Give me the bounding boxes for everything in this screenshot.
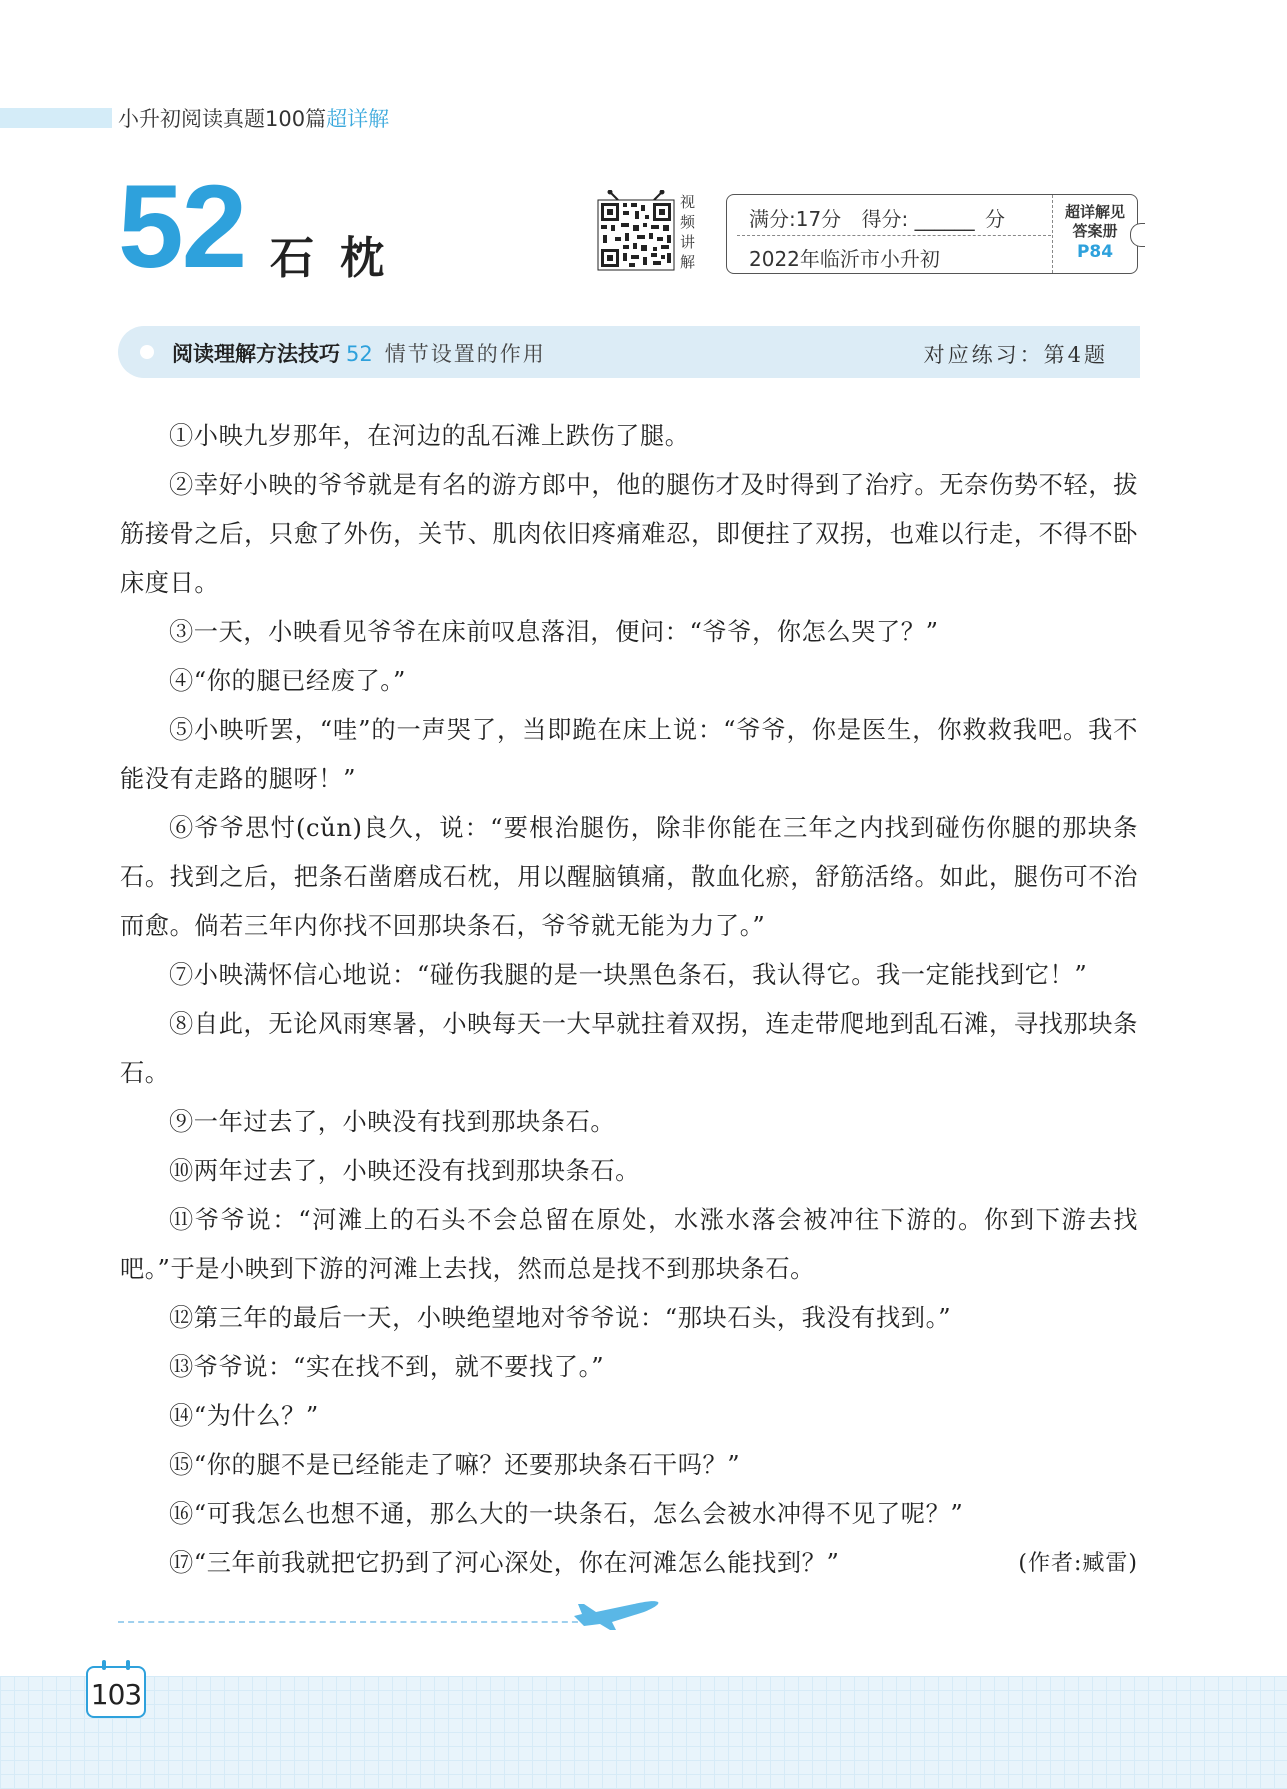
full-score: 满分:17分 [749,207,842,231]
score-label: 得分: [861,207,909,231]
paragraph: ⑧自此，无论风雨寒暑，小映每天一大早就拄着双拐，连走带爬地到乱石滩，寻找那块条石。 [120,1010,1138,1087]
paragraph: ⑨一年过去了，小映没有找到那块条石。 [169,1108,616,1136]
paragraph: ⑯“可我怎么也想不通，那么大的一块条石，怎么会被水冲得不见了呢？” [169,1500,964,1528]
paragraph: ①小映九岁那年，在河边的乱石滩上跌伤了腿。 [169,422,690,450]
page-number-box [86,1666,146,1718]
paragraph: ④“你的腿已经废了。” [169,667,406,695]
score-row [749,203,1005,232]
article-body [120,412,1138,1588]
answer-page: P84 [1076,242,1114,262]
paragraph: ⑪爷爷说：“河滩上的石头不会总留在原处，水涨水落会被冲往下游的。你到下游去找吧。”于是小映到下游的河滩上去找，然而总是找不到那块条石。 [120,1206,1138,1283]
paragraph: ③一天，小映看见爷爷在床前叹息落泪，便问：“爷爷，你怎么哭了？” [169,618,939,646]
tip-heading [172,338,546,368]
score-blank[interactable]: ______ [914,207,975,231]
header-band [0,108,112,128]
lesson-number: 52 [118,161,246,293]
page-number: 103 [90,1678,142,1711]
answer-line1: 超详解见 [1064,203,1125,221]
qr-label [680,192,702,272]
qr-label-char: 讲 [680,233,696,251]
paragraph: ⑰“三年前我就把它扔到了河心深处，你在河滩怎么能找到？” [169,1549,840,1577]
qr-label-char: 解 [680,253,696,271]
qr-label-char: 频 [680,213,696,231]
paragraph: ⑮“你的腿不是已经能走了嘛？还要那块条石干吗？” [169,1451,741,1479]
score-box [726,194,1138,274]
book-title: 小升初阅读真题100篇超详解 [118,107,390,131]
practice-reference: 对应练习：第4题 [923,343,1108,367]
paragraph: ⑭“为什么？” [169,1402,319,1430]
paragraph: ⑤小映听罢，“哇”的一声哭了，当即跪在床上说：“爷爷，你是医生，你救救我吧。我不能没有走路的腿呀！” [120,716,1138,793]
book-title-highlight: 超详解 [326,107,390,131]
qr-label-char: 视 [680,193,696,211]
paragraph: ⑦小映满怀信心地说：“碰伤我腿的是一块黑色条石，我认得它。我一定能找到它！” [169,961,1088,989]
tip-label: 阅读理解方法技巧 [172,342,340,366]
bullet-dot-icon [140,345,154,359]
airplane-icon [572,1592,662,1632]
paragraph: ⑬爷爷说：“实在找不到，就不要找了。” [169,1353,605,1381]
footer-grid [0,1676,1287,1789]
paragraph: ⑩两年过去了，小映还没有找到那块条石。 [169,1157,640,1185]
tab-notch [1130,223,1145,247]
tip-number: 52 [346,342,373,366]
paragraph: ②幸好小映的爷爷就是有名的游方郎中，他的腿伤才及时得到了治疗。无奈伤势不轻，拔筋接骨之后，只愈了外伤，关节、肌肉依旧疼痛难忍，即便拄了双拐，也难以行走，不得不卧床度日。 [120,471,1138,597]
answer-line2: 答案册 [1072,222,1118,240]
method-tip-bar [118,326,1140,378]
author-credit: (作者:臧雷) [1018,1551,1138,1576]
exam-source: 2022年临沂市小升初 [749,247,940,271]
paragraph: ⑥爷爷思忖(cǔn)良久，说：“要根治腿伤，除非你能在三年之内找到碰伤你腿的那块条石。找到之后，把条石凿磨成石枕，用以醒脑镇痛，散血化瘀，舒筋活络。如此，腿伤可不治而愈。倘若三年内你找不回那块条石，爷爷就无能为力了。” [120,814,1138,940]
tip-topic: 情节设置的作用 [384,342,546,366]
score-divider [737,235,1051,236]
paragraph: ⑫第三年的最后一天，小映绝望地对爷爷说：“那块石头，我没有找到。” [169,1304,952,1332]
score-unit: 分 [985,207,1006,231]
lesson-title: 石枕 [270,233,410,284]
paragraph-last [120,1539,1138,1588]
dashed-divider [118,1621,588,1623]
qr-code-icon[interactable] [596,190,676,272]
calendar-rings-icon [98,1660,134,1670]
answer-reference [1053,195,1137,273]
